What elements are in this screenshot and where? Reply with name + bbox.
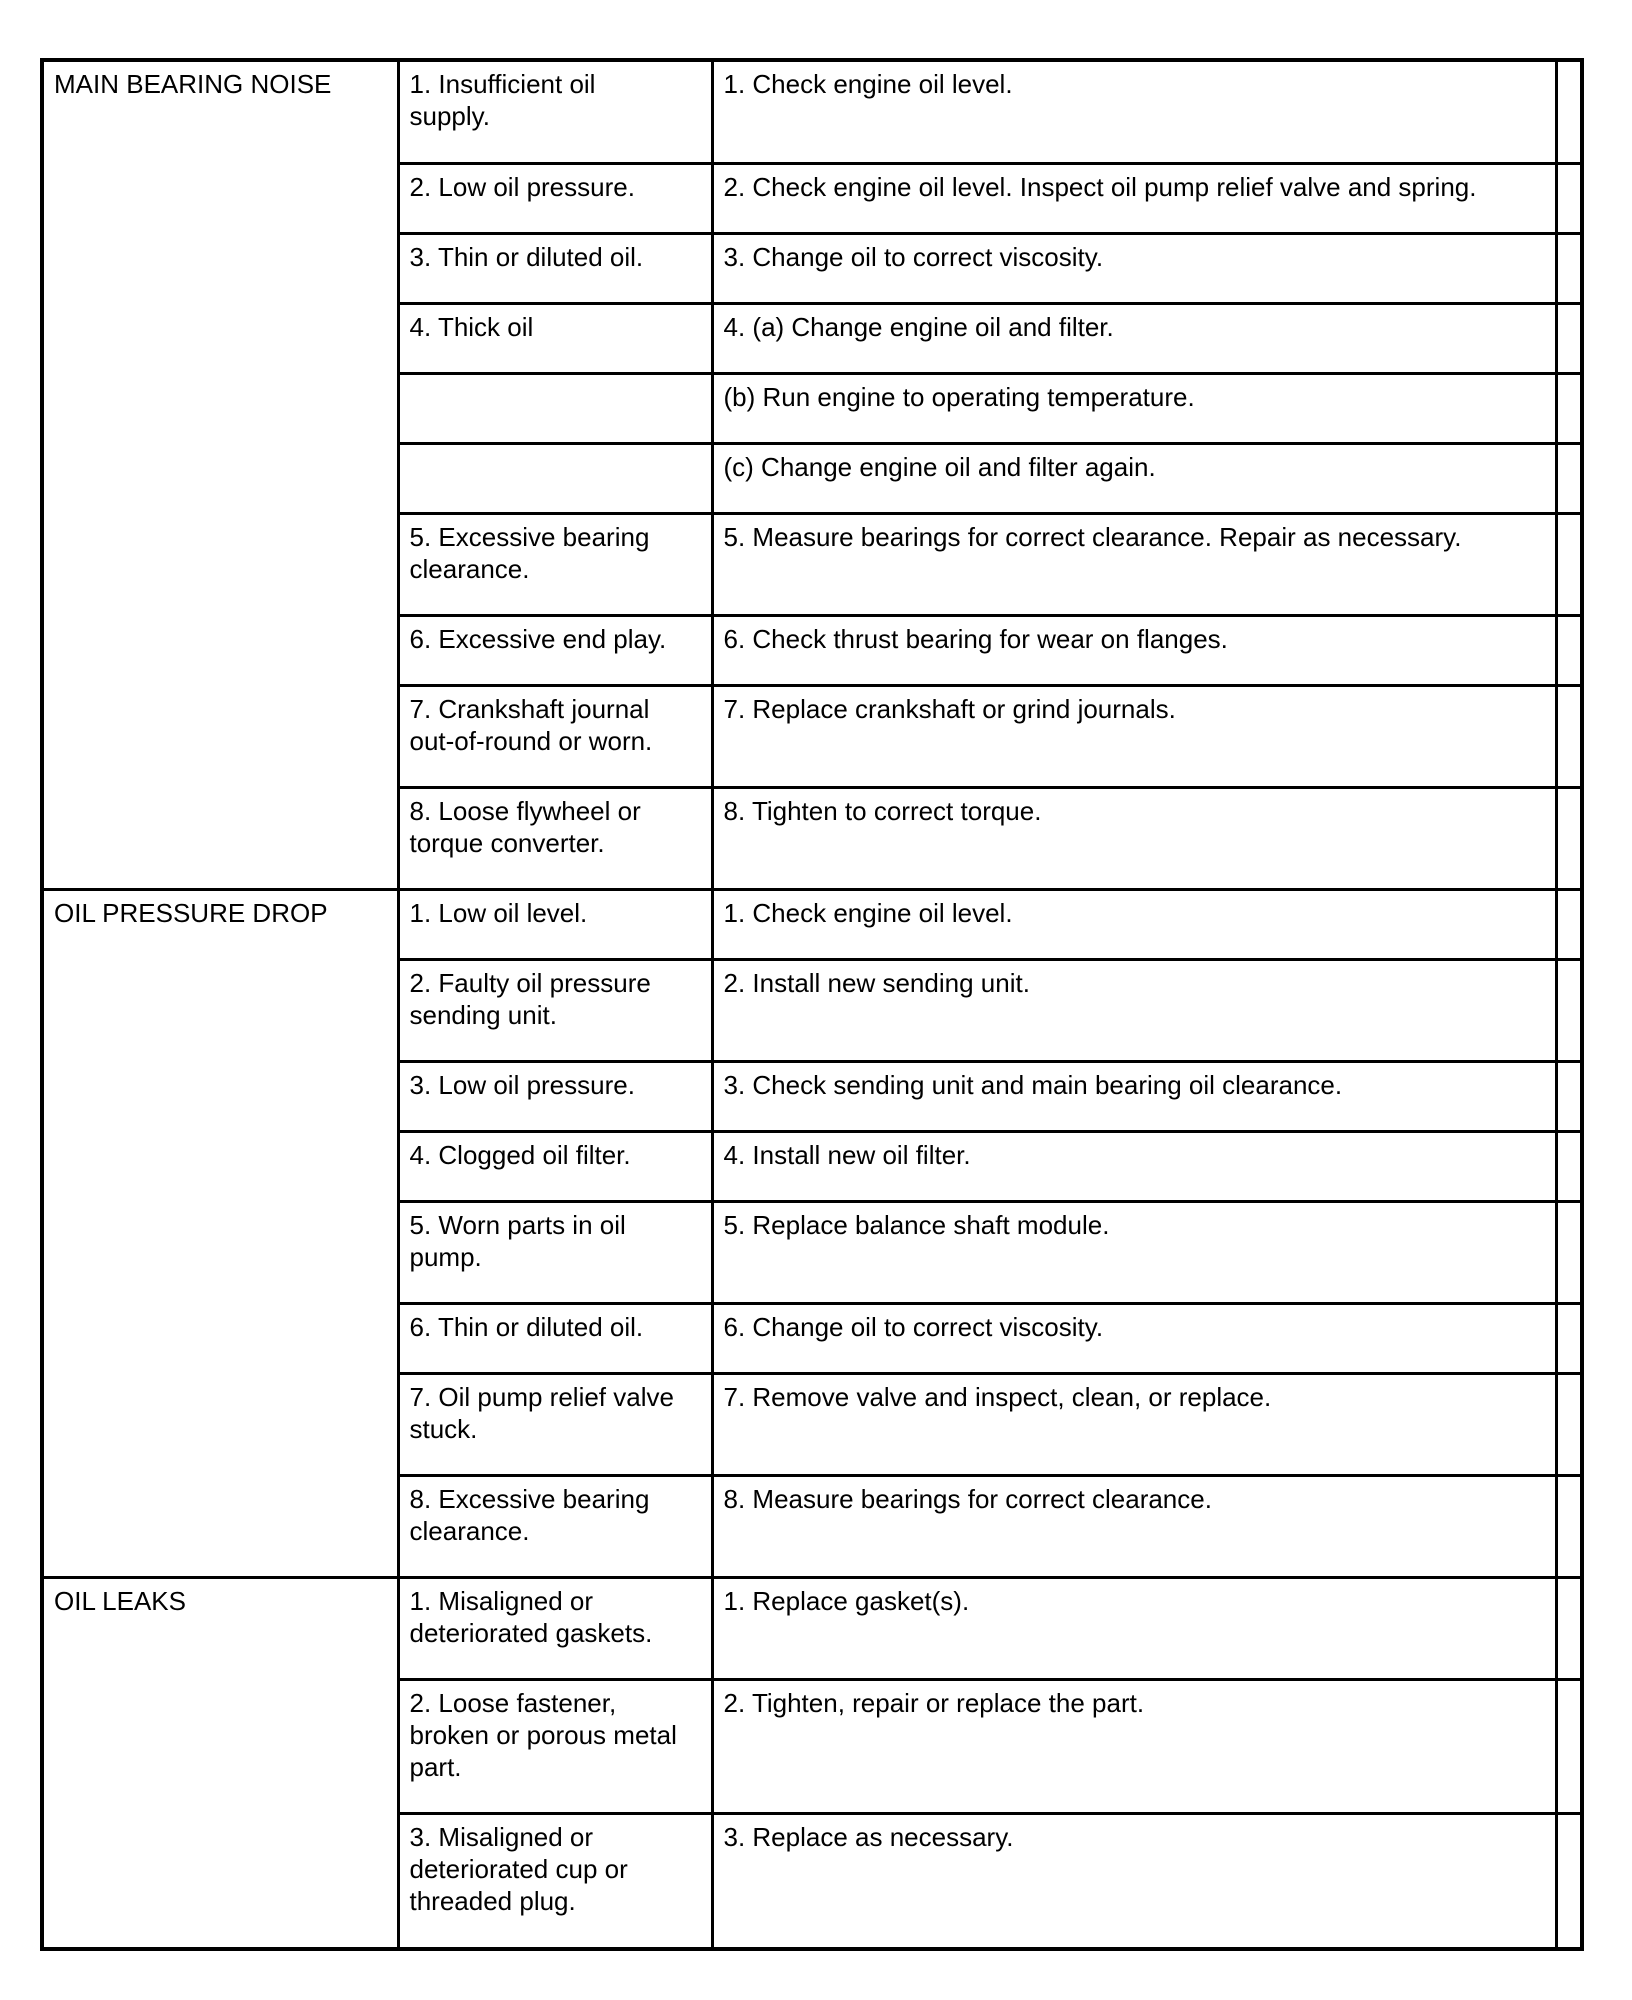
cause-cell: 4. Clogged oil filter. [398, 1131, 712, 1201]
condition-cell [42, 163, 398, 233]
cause-cell: 8. Excessive bearing clearance. [398, 1475, 712, 1577]
table-row [42, 443, 1582, 513]
cause-cell: 2. Low oil pressure. [398, 163, 712, 233]
table-row [42, 1577, 1582, 1679]
table-row [42, 233, 1582, 303]
correction-cell: (b) Run engine to operating temperature. [712, 373, 1556, 443]
correction-cell: 3. Check sending unit and main bearing oil clearance. [712, 1061, 1556, 1131]
condition-cell [42, 443, 398, 513]
table-edge-column [1556, 1475, 1582, 1577]
cause-cell: 6. Thin or diluted oil. [398, 1303, 712, 1373]
table-edge-column [1556, 1201, 1582, 1303]
correction-cell: 1. Check engine oil level. [712, 60, 1556, 163]
condition-cell: OIL LEAKS [42, 1577, 398, 1679]
diagnosis-table-body [42, 60, 1582, 1949]
table-edge-column [1556, 1679, 1582, 1813]
cause-cell [398, 373, 712, 443]
table-row [42, 1475, 1582, 1577]
correction-cell: 6. Change oil to correct viscosity. [712, 1303, 1556, 1373]
condition-cell: MAIN BEARING NOISE [42, 60, 398, 163]
cause-cell: 3. Low oil pressure. [398, 1061, 712, 1131]
condition-cell [42, 303, 398, 373]
table-row [42, 685, 1582, 787]
table-row [42, 1061, 1582, 1131]
correction-cell: 4. (a) Change engine oil and filter. [712, 303, 1556, 373]
table-row [42, 1131, 1582, 1201]
table-edge-column [1556, 1577, 1582, 1679]
table-edge-column [1556, 373, 1582, 443]
table-edge-column [1556, 1061, 1582, 1131]
condition-cell [42, 1201, 398, 1303]
correction-cell: 3. Replace as necessary. [712, 1813, 1556, 1949]
table-row [42, 1679, 1582, 1813]
condition-cell [42, 1303, 398, 1373]
condition-cell [42, 1373, 398, 1475]
cause-cell: 3. Misaligned or deteriorated cup or threaded plug. [398, 1813, 712, 1949]
table-row [42, 303, 1582, 373]
table-row [42, 1201, 1582, 1303]
table-row [42, 889, 1582, 959]
condition-cell [42, 233, 398, 303]
correction-cell: 2. Check engine oil level. Inspect oil pump relief valve and spring. [712, 163, 1556, 233]
cause-cell: 5. Excessive bearing clearance. [398, 513, 712, 615]
table-edge-column [1556, 303, 1582, 373]
condition-cell [42, 373, 398, 443]
correction-cell: 4. Install new oil filter. [712, 1131, 1556, 1201]
condition-cell [42, 1679, 398, 1813]
table-row [42, 513, 1582, 615]
table-edge-column [1556, 959, 1582, 1061]
condition-cell [42, 1813, 398, 1949]
cause-cell: 7. Crankshaft journal out-of-round or worn. [398, 685, 712, 787]
condition-cell [42, 787, 398, 889]
table-edge-column [1556, 1303, 1582, 1373]
table-edge-column [1556, 513, 1582, 615]
table-edge-column [1556, 685, 1582, 787]
table-edge-column [1556, 443, 1582, 513]
correction-cell: 3. Change oil to correct viscosity. [712, 233, 1556, 303]
table-row [42, 615, 1582, 685]
correction-cell: 7. Replace crankshaft or grind journals. [712, 685, 1556, 787]
correction-cell: 2. Tighten, repair or replace the part. [712, 1679, 1556, 1813]
condition-cell [42, 1475, 398, 1577]
correction-cell: 1. Replace gasket(s). [712, 1577, 1556, 1679]
table-row [42, 60, 1582, 163]
condition-cell [42, 959, 398, 1061]
table-row [42, 1303, 1582, 1373]
correction-cell: 1. Check engine oil level. [712, 889, 1556, 959]
cause-cell: 4. Thick oil [398, 303, 712, 373]
condition-cell [42, 513, 398, 615]
table-row [42, 373, 1582, 443]
cause-cell: 1. Insufficient oil supply. [398, 60, 712, 163]
correction-cell: 5. Measure bearings for correct clearance. Repair as necessary. [712, 513, 1556, 615]
correction-cell: 7. Remove valve and inspect, clean, or replace. [712, 1373, 1556, 1475]
table-edge-column [1556, 233, 1582, 303]
table-edge-column [1556, 1373, 1582, 1475]
condition-cell [42, 685, 398, 787]
table-row [42, 163, 1582, 233]
table-row [42, 1813, 1582, 1949]
condition-cell [42, 1131, 398, 1201]
condition-cell [42, 1061, 398, 1131]
cause-cell [398, 443, 712, 513]
cause-cell: 8. Loose flywheel or torque converter. [398, 787, 712, 889]
table-edge-column [1556, 1813, 1582, 1949]
condition-cell [42, 615, 398, 685]
condition-cell: OIL PRESSURE DROP [42, 889, 398, 959]
cause-cell: 5. Worn parts in oil pump. [398, 1201, 712, 1303]
correction-cell: 8. Measure bearings for correct clearance. [712, 1475, 1556, 1577]
correction-cell: 2. Install new sending unit. [712, 959, 1556, 1061]
cause-cell: 2. Faulty oil pressure sending unit. [398, 959, 712, 1061]
table-row [42, 1373, 1582, 1475]
cause-cell: 3. Thin or diluted oil. [398, 233, 712, 303]
table-row [42, 959, 1582, 1061]
cause-cell: 2. Loose fastener, broken or porous metal part. [398, 1679, 712, 1813]
correction-cell: 5. Replace balance shaft module. [712, 1201, 1556, 1303]
cause-cell: 7. Oil pump relief valve stuck. [398, 1373, 712, 1475]
cause-cell: 1. Low oil level. [398, 889, 712, 959]
table-edge-column [1556, 1131, 1582, 1201]
table-edge-column [1556, 615, 1582, 685]
table-edge-column [1556, 60, 1582, 163]
table-edge-column [1556, 787, 1582, 889]
diagnosis-table [40, 58, 1584, 1951]
correction-cell: (c) Change engine oil and filter again. [712, 443, 1556, 513]
table-edge-column [1556, 889, 1582, 959]
table-row [42, 787, 1582, 889]
cause-cell: 6. Excessive end play. [398, 615, 712, 685]
table-edge-column [1556, 163, 1582, 233]
cause-cell: 1. Misaligned or deteriorated gaskets. [398, 1577, 712, 1679]
correction-cell: 8. Tighten to correct torque. [712, 787, 1556, 889]
correction-cell: 6. Check thrust bearing for wear on flanges. [712, 615, 1556, 685]
